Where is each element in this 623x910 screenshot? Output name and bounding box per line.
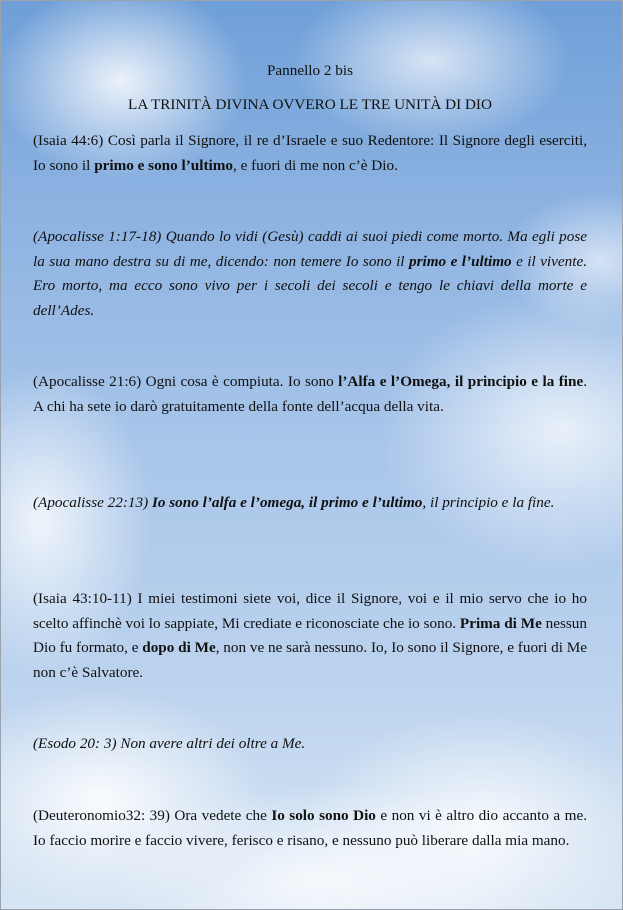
passage-text: , non ve ne sarà nessuno. Io, Io sono il Signore, e fuori di Me non c’è Salvatore. <box>33 639 587 681</box>
passage-text: , il principio e la fine. <box>422 494 555 511</box>
passage-bold: Io sono l’alfa e l’omega, il primo e l’ultimo <box>151 494 423 511</box>
passage-text: (Esodo 20: 3) Non avere altri dei oltre a Me. <box>33 735 306 752</box>
passage-apocalisse-1 <box>33 225 587 323</box>
passage-bold: Io solo sono Dio <box>271 807 376 824</box>
passage-bold: , <box>446 373 455 390</box>
panel-label <box>33 59 587 84</box>
passage-isaia-43 <box>33 587 587 685</box>
passage-text: nessun Dio fu formato, e <box>33 614 587 656</box>
passage-esodo-20 <box>33 732 587 757</box>
passage-text: , e fuori di me non c’è Dio. <box>232 156 398 174</box>
panel-label-text: Pannello 2 bis <box>266 62 354 79</box>
passage-text: (Isaia 44:6) Così parla il Signore, il re d’Israele e suo Redentore: Il Signore degli eserciti, Io sono il <box>33 132 587 174</box>
passage-bold: l’Alfa e l’Omega <box>338 373 447 390</box>
passage-text: . A chi ha sete io darò gratuitamente della fonte dell’acqua della vita. <box>33 373 588 415</box>
passage-apocalisse-21 <box>33 370 587 419</box>
passage-bold: il principio e la fine <box>454 373 584 390</box>
passage-bold: primo e l’ultimo <box>409 252 512 270</box>
passage-deuteronomio-32 <box>33 804 587 853</box>
passage-isaia-44 <box>33 129 587 178</box>
page-title-text: LA TRINITÀ DIVINA OVVERO LE TRE UNITÀ DI DIO <box>128 96 492 113</box>
passage-text: (Apocalisse 22:13) <box>33 494 152 511</box>
passage-text: (Apocalisse 21:6) Ogni cosa è compiuta. Io sono <box>33 373 339 390</box>
passage-text: (Deuteronomio32: 39) Ora vedete che <box>33 807 272 824</box>
passage-apocalisse-22 <box>33 491 587 516</box>
passage-text: (Isaia 43:10-11) I miei testimoni siete voi, dice il Signore, voi e il mio servo che io ho scelto affinchè voi lo sappiate, Mi crediate e riconosciate che io sono. <box>33 590 587 632</box>
passage-text: (Apocalisse 1:17-18) Quando lo vidi (Gesù) caddi ai suoi piedi come morto. Ma egli pose la sua mano destra su di me, dicendo: non temere Io sono il <box>33 228 587 270</box>
passage-bold: primo e sono l’ultimo <box>94 156 233 174</box>
passage-bold: dopo di Me <box>142 639 216 656</box>
passage-bold: Prima di Me <box>459 614 542 632</box>
passage-text: e non vi è altro dio accanto a me. Io faccio morire e faccio vivere, ferisco e risano, e nessuno può liberare dalla mia mano. <box>33 807 587 849</box>
page-title <box>33 93 587 118</box>
passage-text: e il vivente. Ero morto, ma ecco sono vivo per i secoli dei secoli e tengo le chiavi della morte e dell’Ades. <box>33 252 587 319</box>
